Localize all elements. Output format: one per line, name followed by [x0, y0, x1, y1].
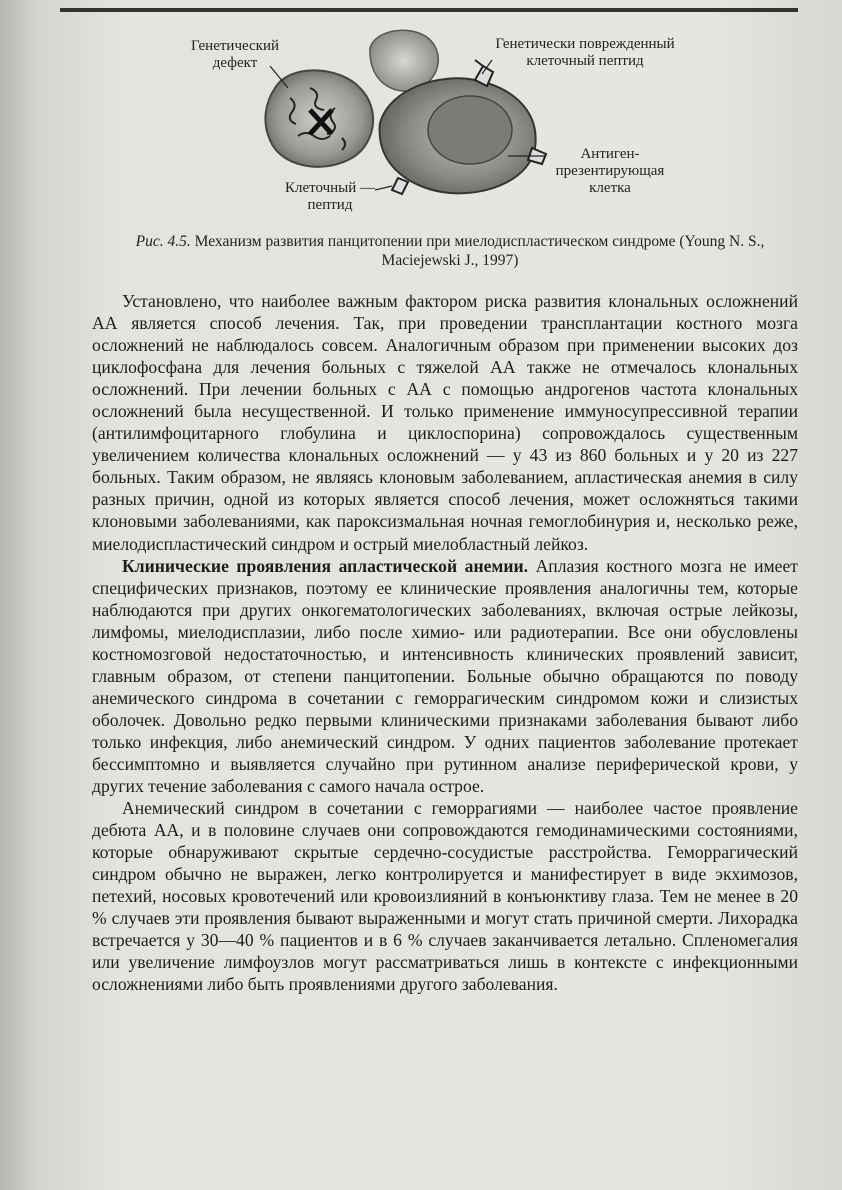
- label-cell-peptide: Клеточный — пептид: [284, 180, 376, 213]
- paragraph-2-text: Аплазия костного мозга не имеет специфических признаков, поэтому ее клинические проявления аналогичны тем, которые наблюдаются при других онкогематологических заболеваниях, включая острые лейкозы, лимфомы, миелодисплазии, либо после химио- или радиотерапии. Все они обусловлены костномозговой недостаточностью, и интенсивность клинических проявлений зависит, главным образом, от степени панцитопении. Больные обычно обращаются по поводу анемического синдрома в сочетании с геморрагическим синдромом кожи и слизистых оболочек. Довольно редко первыми клиническими признаками заболевания бывают либо только инфекция, либо анемический синдром. У одних пациентов заболевание протекает бессимптомно и выявляется случайно при рутинном анализе периферической крови, у других течение заболевания с самого начала острое.: [92, 555, 798, 797]
- section-heading: Клинические проявления апластической анемии.: [122, 555, 529, 576]
- figure-illustration: [170, 18, 730, 228]
- paragraph-3: Анемический синдром в сочетании с геморрагиями — наиболее частое проявление дебюта АА, и в половине случаев они сопровождаются гемодинамическими состояниями, которые обнаруживают скрытые сердечно-сосудистые расстройства. Геморрагический синдром обычно не выражен, легко контролируется и манифестирует в виде экхимозов, петехий, носовых кровотечений или кровоизлияний в конъюнктиву глаза. Тем не менее в 20 % случаев эти проявления бывают выраженными и могут стать причиной смерти. Лихорадка встречается у 30—40 % пациентов и в 6 % случаев заканчивается летально. Спленомегалия или увеличение лимфоузлов могут рассматриваться лишь в контексте с инфекционными осложнениями либо быть проявлениями другого заболевания.: [92, 798, 798, 995]
- label-genetic-defect: Генетический дефект: [190, 38, 280, 71]
- caption-line-1: Механизм развития панцитопении при миелодиспластическом синдроме (Young N. S.,: [194, 233, 765, 250]
- peptide-receptor-bottom: [392, 178, 408, 194]
- body-text: [92, 290, 798, 996]
- figure-caption: [100, 232, 800, 270]
- cell-nucleus: [428, 96, 512, 164]
- header-rule: [60, 8, 798, 12]
- figure-number: Рис. 4.5.: [135, 233, 191, 250]
- label-antigen-presenting-cell: Антиген- презентирующая клетка: [555, 146, 665, 196]
- paragraph-2: [92, 555, 798, 798]
- caption-line-2: Maciejewski J., 1997): [381, 252, 519, 269]
- paragraph-1: Установлено, что наиболее важным фактором риска развития клональных осложнений АА является способ лечения. Так, при проведении трансплантации костного мозга осложнений не наблюдалось совсем. Аналогичным образом при применении высоких доз циклофосфана для лечения больных с тяжелой АА также не отмечалось клональных осложнений. При лечении больных с АА с помощью андрогенов частота клональных осложнений была несущественной. И только применение иммуносупрессивной терапии (антилимфоцитарного глобулина и циклоспорина) сопровождалось существенным увеличением количества клональных осложнений — у 43 из 860 больных и у 20 из 227 больных. Таким образом, не являясь клоновым заболеванием, апластическая анемия в силу разных причин, одной из которых является способ лечения, может осложняться такими клоновыми заболеваниями, как пароксизмальная ночная гемоглобинурия и, несколько реже, миелодиспластический синдром и острый миелобластный лейкоз.: [92, 291, 798, 554]
- label-damaged-peptide: Генетически поврежденный клеточный пептид: [495, 36, 675, 69]
